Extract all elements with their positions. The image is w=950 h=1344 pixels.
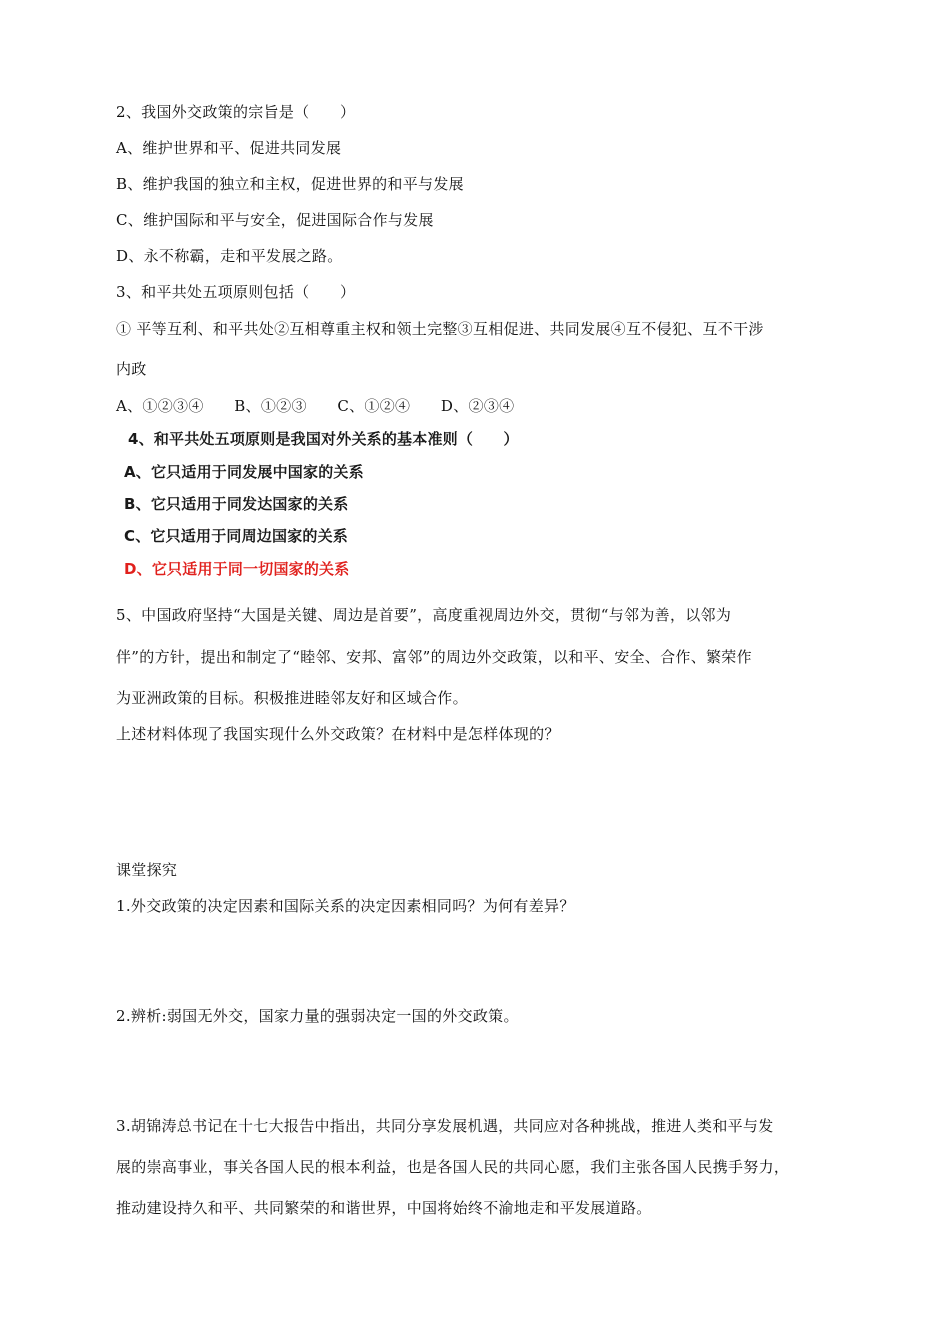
inquiry-question-3-line-3: 推动建设持久和平、共同繁荣的和谐世界，中国将始终不渝地走和平发展道路。	[116, 1199, 652, 1217]
question-2-stem: 2、我国外交政策的宗旨是（ ）	[116, 103, 356, 121]
question-3-items-line-1: ① 平等互利、和平共处②互相尊重主权和领土完整③互相促进、共同发展④互不侵犯、互不干涉	[116, 320, 764, 338]
inquiry-question-3-line-2: 展的崇高事业，事关各国人民的根本利益，也是各国人民的共同心愿，我们主张各国人民携手努力，	[116, 1158, 790, 1176]
question-2-option-c: C、维护国际和平与安全，促进国际合作与发展	[116, 211, 434, 229]
question-2-option-a: A、维护世界和平、促进共同发展	[116, 139, 342, 157]
question-3-items-line-2: 内政	[116, 360, 147, 378]
inquiry-question-3-line-1: 3.胡锦涛总书记在十七大报告中指出，共同分享发展机遇，共同应对各种挑战，推进人类和平与发	[116, 1117, 774, 1135]
question-4-stem: 4、和平共处五项原则是我国对外关系的基本准则（ ）	[128, 430, 519, 448]
question-5-line-1: 5、中国政府坚持“大国是关键、周边是首要”，高度重视周边外交，贯彻“与邻为善，以邻为	[116, 606, 732, 624]
inquiry-heading: 课堂探究	[116, 861, 178, 879]
question-5-line-3: 为亚洲政策的目标。积极推进睦邻友好和区域合作。	[116, 689, 468, 707]
question-2-option-d: D、永不称霸，走和平发展之路。	[116, 247, 343, 265]
question-3-stem: 3、和平共处五项原则包括（ ）	[116, 283, 356, 301]
inquiry-question-1: 1.外交政策的决定因素和国际关系的决定因素相同吗？为何有差异？	[116, 897, 575, 915]
question-4-option-a: A、它只适用于同发展中国家的关系	[124, 463, 364, 481]
question-2-option-b: B、维护我国的独立和主权，促进世界的和平与发展	[116, 175, 464, 193]
question-4-option-d-answer: D、它只适用于同一切国家的关系	[124, 560, 350, 578]
question-5-line-2: 伴”的方针，提出和制定了“睦邻、安邦、富邻”的周边外交政策，以和平、安全、合作、繁荣作	[116, 648, 752, 666]
inquiry-question-2: 2.辨析:弱国无外交，国家力量的强弱决定一国的外交政策。	[116, 1007, 519, 1025]
question-5-question: 上述材料体现了我国实现什么外交政策？在材料中是怎样体现的？	[116, 725, 560, 743]
question-4-option-b: B、它只适用于同发达国家的关系	[124, 495, 349, 513]
question-3-options: A、①②③④ B、①②③ C、①②④ D、②③④	[116, 397, 515, 415]
question-4-option-c: C、它只适用于同周边国家的关系	[124, 527, 349, 545]
